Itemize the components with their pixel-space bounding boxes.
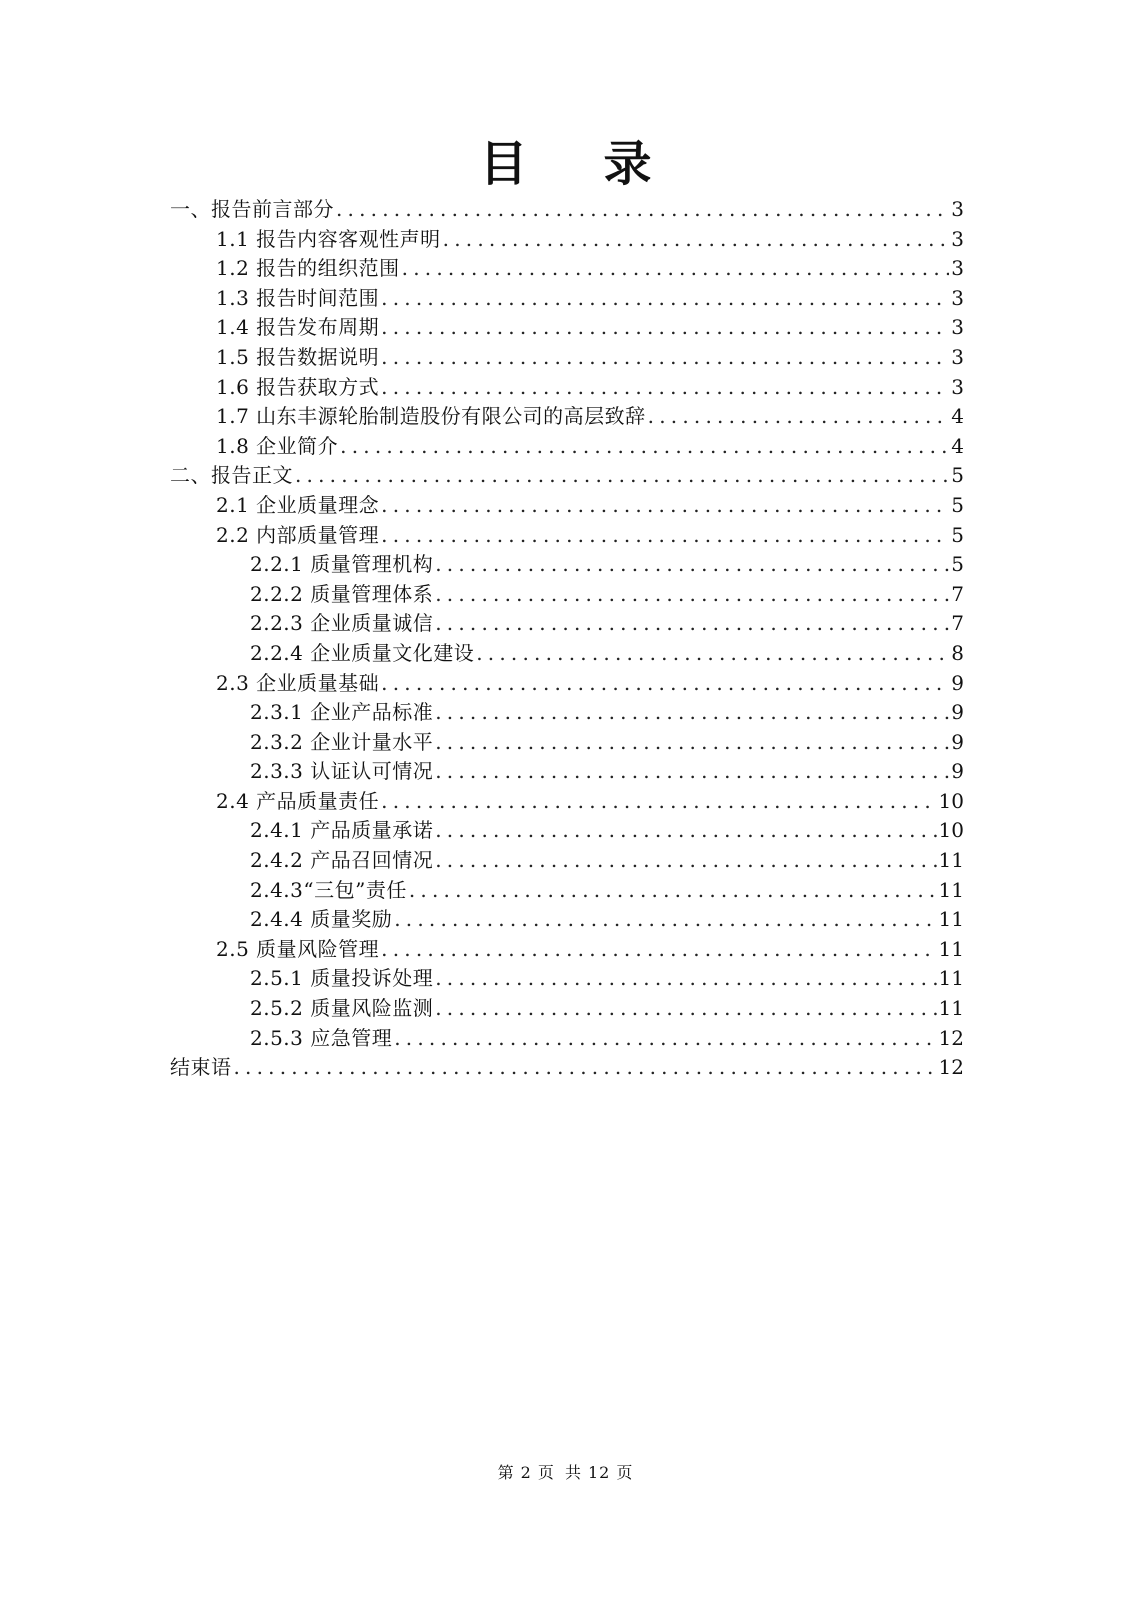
toc-entry-page-number: 3	[951, 315, 964, 340]
page-footer	[0, 1460, 1131, 1483]
toc-entry-label: 1.8 企业简介	[216, 433, 339, 458]
footer-total-pages: 12	[587, 1463, 611, 1482]
toc-entry[interactable]	[170, 669, 964, 699]
toc-entry[interactable]	[170, 994, 964, 1024]
toc-entry-label: 2.2.4 企业质量文化建设	[250, 640, 475, 665]
toc-entry[interactable]	[170, 225, 964, 255]
toc-dot-leader	[435, 550, 949, 580]
toc-dot-leader	[435, 994, 936, 1024]
toc-dot-leader	[402, 254, 950, 284]
toc-dot-leader	[295, 461, 949, 491]
toc-entry-page-number: 11	[938, 907, 964, 932]
toc-dot-leader	[381, 787, 936, 817]
toc-dot-leader	[435, 698, 949, 728]
toc-entry-page-number: 9	[951, 759, 964, 784]
toc-entry[interactable]	[170, 846, 964, 876]
toc-entry-label: 2.3 企业质量基础	[216, 670, 380, 695]
toc-entry[interactable]	[170, 402, 964, 432]
toc-dot-leader	[648, 402, 950, 432]
toc-dot-leader	[435, 816, 936, 846]
toc-entry[interactable]	[170, 1024, 964, 1054]
toc-entry[interactable]	[170, 461, 964, 491]
toc-dot-leader	[381, 491, 949, 521]
toc-entry-page-number: 8	[951, 640, 964, 665]
toc-entry-page-number: 11	[938, 936, 964, 961]
toc-entry-label: 2.3.1 企业产品标准	[250, 700, 434, 725]
toc-dot-leader	[435, 580, 949, 610]
toc-entry-page-number: 11	[938, 966, 964, 991]
toc-entry[interactable]	[170, 550, 964, 580]
toc-entry-label: 1.4 报告发布周期	[216, 315, 380, 340]
toc-entry[interactable]	[170, 521, 964, 551]
toc-entry-label: 2.4 产品质量责任	[216, 788, 380, 813]
toc-entry-page-number: 11	[938, 848, 964, 873]
toc-entry-label: 2.1 企业质量理念	[216, 492, 380, 517]
toc-entry-page-number: 3	[951, 374, 964, 399]
toc-entry-page-number: 5	[951, 552, 964, 577]
toc-entry[interactable]	[170, 757, 964, 787]
toc-entry-page-number: 3	[951, 285, 964, 310]
toc-entry-label: 1.7 山东丰源轮胎制造股份有限公司的高层致辞	[216, 404, 646, 429]
toc-dot-leader	[435, 609, 949, 639]
table-of-contents	[170, 195, 964, 1083]
toc-entry-label: 2.2 内部质量管理	[216, 522, 380, 547]
toc-entry-page-number: 11	[938, 877, 964, 902]
toc-entry-label: 2.5 质量风险管理	[216, 936, 380, 961]
toc-entry-page-number: 5	[951, 522, 964, 547]
toc-entry-label: 2.4.2 产品召回情况	[250, 848, 434, 873]
toc-entry[interactable]	[170, 373, 964, 403]
toc-entry-page-number: 10	[938, 818, 964, 843]
toc-entry-page-number: 9	[951, 729, 964, 754]
toc-entry[interactable]	[170, 935, 964, 965]
toc-dot-leader	[435, 964, 936, 994]
toc-entry-label: 2.5.2 质量风险监测	[250, 996, 434, 1021]
toc-dot-leader	[340, 432, 949, 462]
toc-dot-leader	[234, 1053, 937, 1083]
toc-entry-label: 2.2.1 质量管理机构	[250, 552, 434, 577]
toc-entry[interactable]	[170, 284, 964, 314]
toc-entry-page-number: 4	[951, 433, 964, 458]
toc-entry[interactable]	[170, 964, 964, 994]
toc-entry-page-number: 7	[951, 581, 964, 606]
page-title-char-2: 录	[603, 136, 652, 192]
toc-entry-label: 2.2.2 质量管理体系	[250, 581, 434, 606]
toc-entry-label: 结束语	[170, 1055, 232, 1080]
toc-dot-leader	[435, 757, 949, 787]
toc-entry-page-number: 5	[951, 463, 964, 488]
footer-current-page: 2	[520, 1463, 532, 1482]
toc-entry[interactable]	[170, 1053, 964, 1083]
page-title	[0, 134, 1131, 194]
toc-entry-label: 2.5.1 质量投诉处理	[250, 966, 434, 991]
toc-entry[interactable]	[170, 698, 964, 728]
toc-entry-page-number: 10	[938, 788, 964, 813]
toc-entry[interactable]	[170, 432, 964, 462]
toc-entry-label: 2.4.1 产品质量承诺	[250, 818, 434, 843]
toc-entry-page-number: 3	[951, 344, 964, 369]
toc-entry[interactable]	[170, 491, 964, 521]
toc-entry-label: 2.2.3 企业质量诚信	[250, 611, 434, 636]
toc-dot-leader	[336, 195, 949, 225]
toc-entry-label: 1.1 报告内容客观性声明	[216, 226, 441, 251]
toc-entry-page-number: 3	[951, 197, 964, 221]
toc-dot-leader	[381, 284, 949, 314]
toc-entry-page-number: 11	[938, 996, 964, 1021]
toc-entry[interactable]	[170, 639, 964, 669]
toc-entry[interactable]	[170, 905, 964, 935]
toc-dot-leader	[381, 669, 949, 699]
toc-entry-page-number: 12	[938, 1055, 964, 1080]
toc-dot-leader	[409, 876, 937, 906]
toc-dot-leader	[443, 225, 950, 255]
toc-dot-leader	[381, 313, 949, 343]
toc-entry[interactable]	[170, 787, 964, 817]
toc-entry-label: 1.5 报告数据说明	[216, 344, 380, 369]
toc-dot-leader	[381, 521, 949, 551]
toc-entry-label: 2.4.4 质量奖励	[250, 907, 393, 932]
toc-entry-label: 2.3.3 认证认可情况	[250, 759, 434, 784]
toc-entry[interactable]	[170, 313, 964, 343]
toc-entry[interactable]	[170, 728, 964, 758]
footer-mid: 页 共	[537, 1463, 582, 1482]
toc-entry-label: 1.6 报告获取方式	[216, 374, 380, 399]
toc-entry-label: 二、报告正文	[170, 463, 293, 488]
toc-entry-page-number: 3	[951, 226, 964, 251]
toc-entry[interactable]	[170, 343, 964, 373]
toc-entry[interactable]	[170, 609, 964, 639]
toc-dot-leader	[381, 373, 949, 403]
toc-entry-page-number: 9	[951, 670, 964, 695]
toc-entry-page-number: 4	[951, 404, 964, 429]
footer-prefix: 第	[497, 1463, 515, 1482]
toc-entry-label: 1.3 报告时间范围	[216, 285, 380, 310]
toc-entry[interactable]	[170, 816, 964, 846]
page-title-char-1: 目	[479, 136, 528, 192]
toc-entry-label: 2.5.3 应急管理	[250, 1025, 393, 1050]
footer-suffix: 页	[616, 1463, 634, 1482]
toc-dot-leader	[394, 1024, 936, 1054]
toc-entry-label: 2.4.3“三包”责任	[250, 877, 407, 902]
toc-dot-leader	[381, 343, 949, 373]
toc-entry-label: 2.3.2 企业计量水平	[250, 729, 434, 754]
toc-dot-leader	[435, 846, 936, 876]
toc-entry-page-number: 7	[951, 611, 964, 636]
toc-entry-page-number: 9	[951, 700, 964, 725]
toc-entry[interactable]	[170, 195, 964, 225]
toc-dot-leader	[435, 728, 949, 758]
toc-dot-leader	[381, 935, 936, 965]
toc-entry[interactable]	[170, 254, 964, 284]
toc-entry-label: 一、报告前言部分	[170, 197, 334, 221]
toc-entry-page-number: 5	[951, 492, 964, 517]
toc-entry[interactable]	[170, 876, 964, 906]
toc-entry-page-number: 12	[938, 1025, 964, 1050]
toc-dot-leader	[476, 639, 949, 669]
toc-entry-label: 1.2 报告的组织范围	[216, 256, 400, 281]
toc-entry[interactable]	[170, 580, 964, 610]
toc-dot-leader	[394, 905, 936, 935]
toc-entry-page-number: 3	[951, 256, 964, 281]
